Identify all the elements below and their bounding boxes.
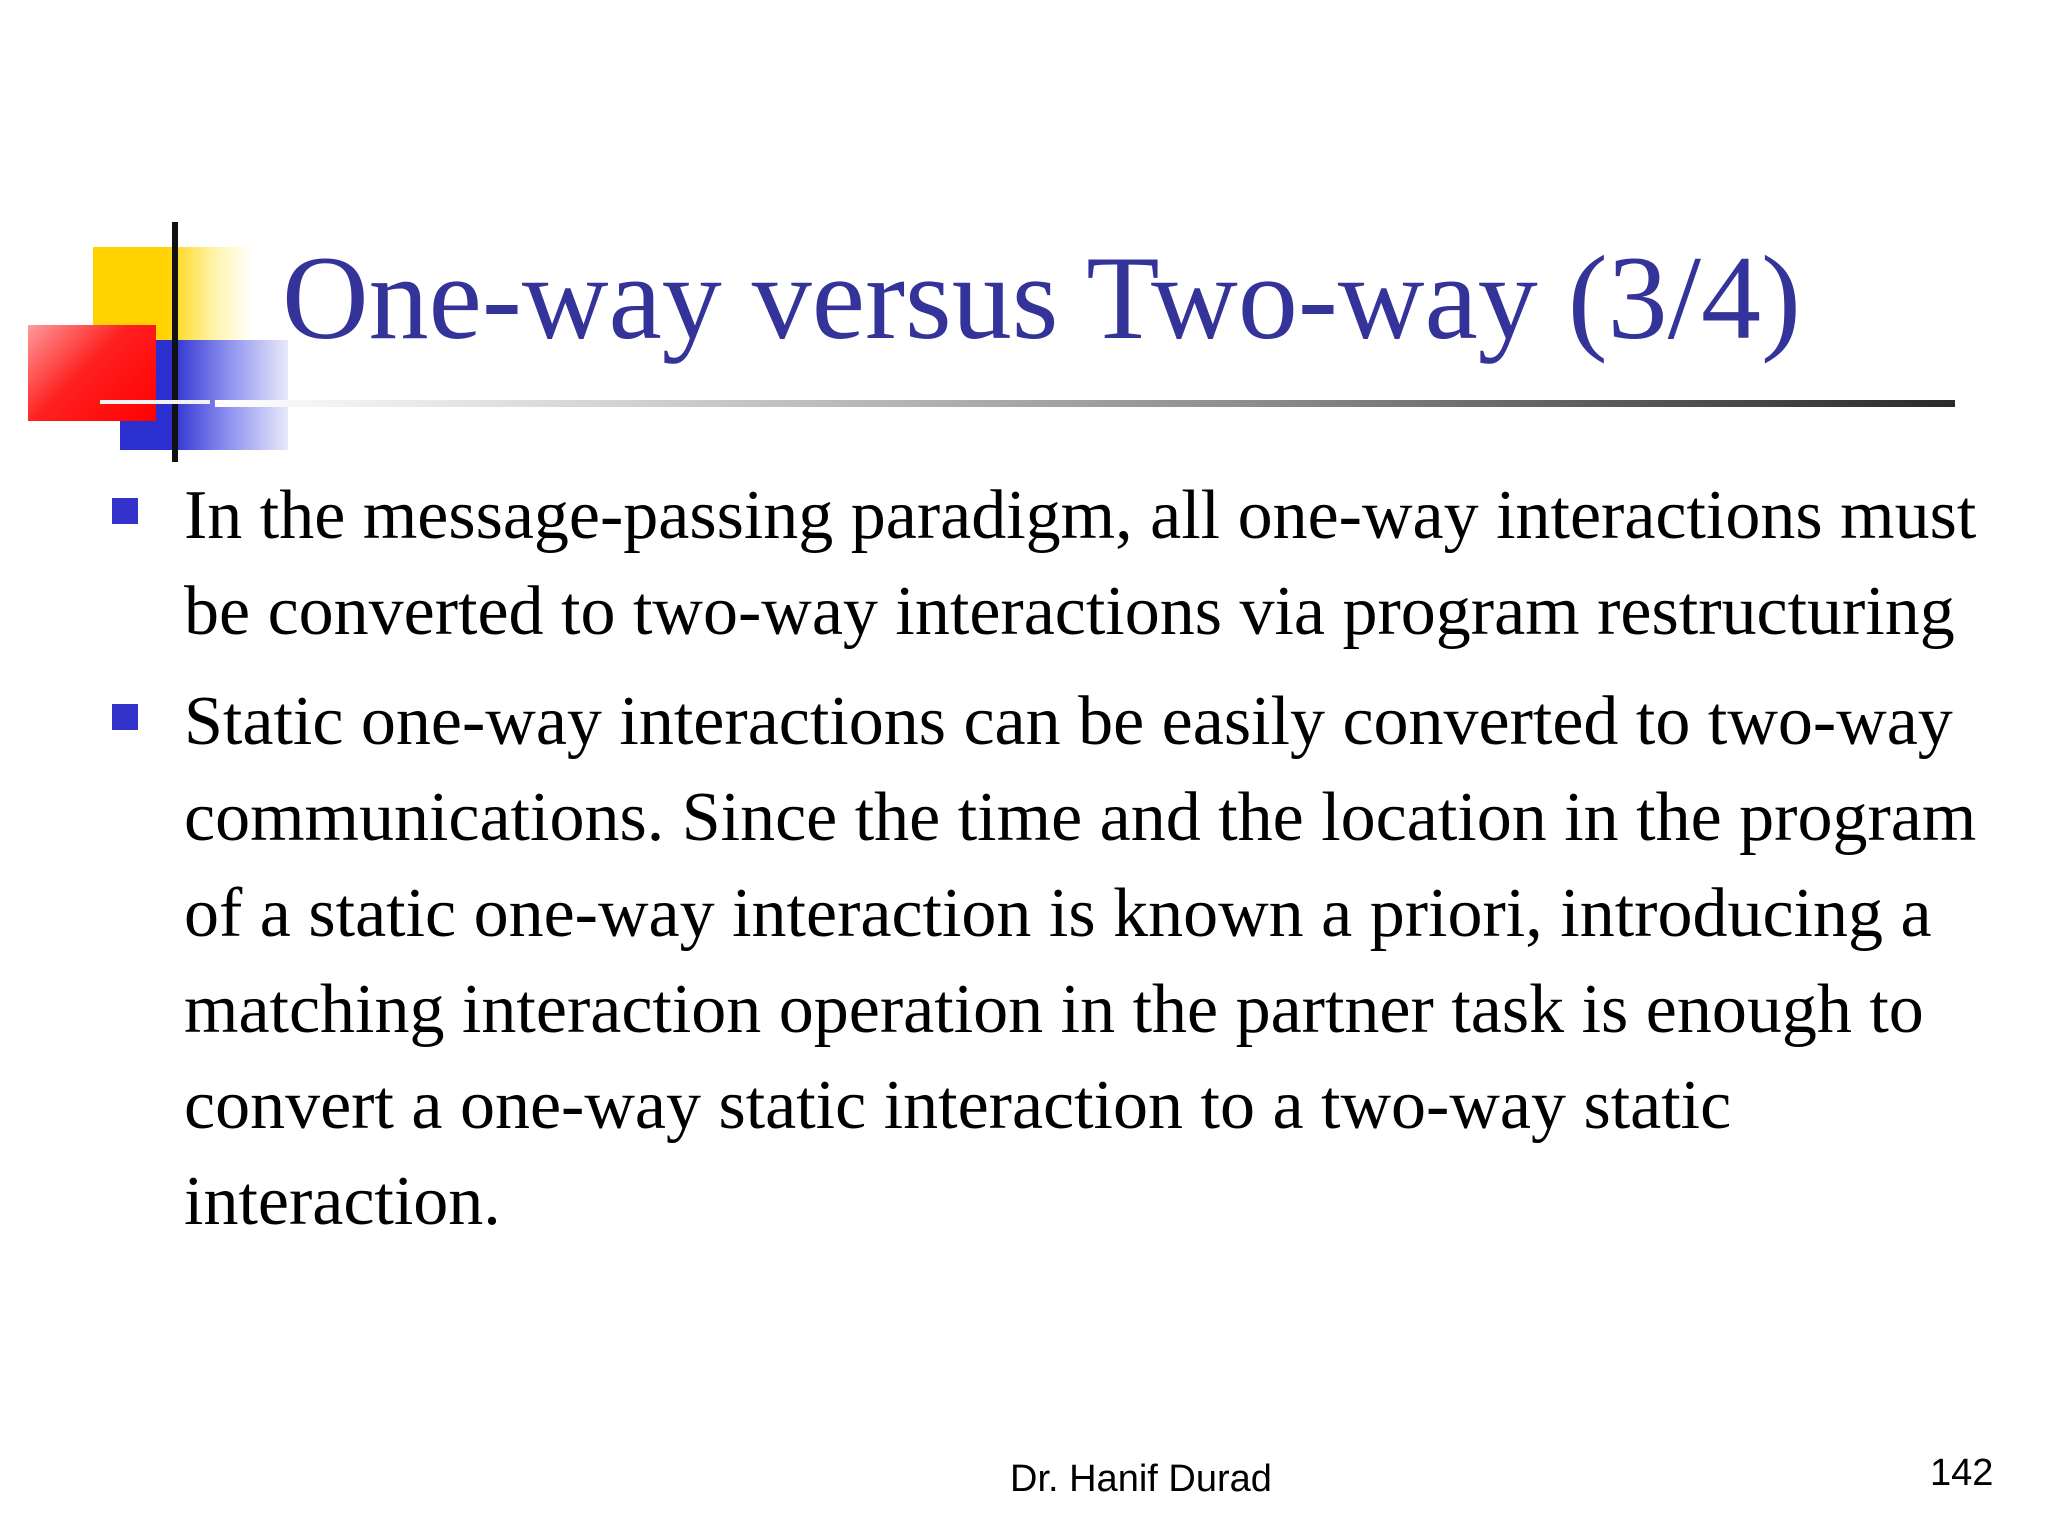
decorative-red-square bbox=[28, 325, 156, 421]
footer-author: Dr. Hanif Durad bbox=[1010, 1458, 1272, 1500]
title-underline bbox=[215, 400, 1955, 407]
bullet-item bbox=[110, 468, 2010, 660]
bullet-list bbox=[110, 468, 2010, 1264]
bullet-text: Static one-way interactions can be easily converted to two-way communications. Since the time and the location in the program of a static one-way interaction is known a priori, introducing a matching interaction operation in the partner task is enough to convert a one-way static interaction to a two-way static interaction. bbox=[184, 683, 1977, 1240]
square-bullet-icon bbox=[112, 498, 138, 524]
page-number: 142 bbox=[1930, 1452, 1994, 1494]
bullet-text: In the message-passing paradigm, all one-way interactions must be converted to two-way interactions via program restructuring bbox=[184, 477, 1977, 650]
bullet-item bbox=[110, 674, 2010, 1250]
square-bullet-icon bbox=[112, 704, 138, 730]
decorative-vertical-line bbox=[172, 222, 178, 462]
slide-title: One-way versus Two-way (3/4) bbox=[282, 231, 1801, 364]
decorative-short-line bbox=[100, 400, 210, 404]
